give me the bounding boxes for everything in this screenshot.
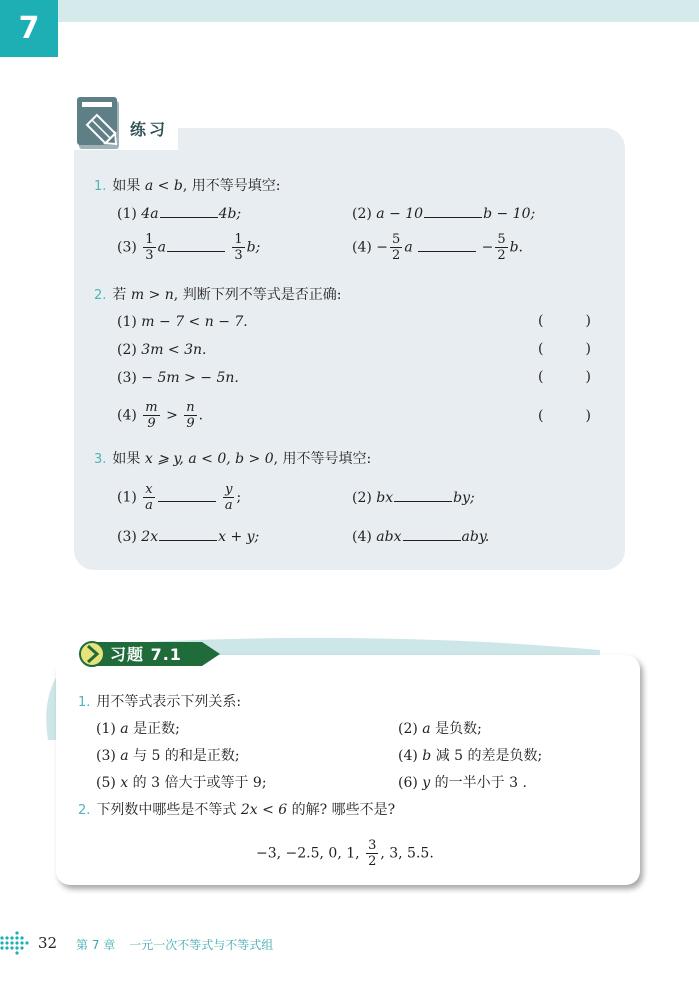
expression: − 5m > − 5n. <box>141 370 239 386</box>
denominator: 9 <box>147 416 156 431</box>
expr-left: abx <box>376 529 402 545</box>
question-number: 2. <box>94 288 107 303</box>
denominator: 3 <box>145 248 154 263</box>
exercise-q1-item-1 <box>96 720 180 738</box>
fraction <box>366 838 378 869</box>
item-label: (2) <box>398 721 418 737</box>
sign: − <box>376 239 389 256</box>
footer-chapter <box>76 936 273 953</box>
numerator: m <box>145 400 158 415</box>
fraction <box>143 482 154 513</box>
expr-right: by; <box>453 490 475 506</box>
variable: y <box>422 775 431 791</box>
item-label: (4) <box>117 407 137 424</box>
item-text: 减 5 的差是负数; <box>431 748 543 764</box>
fraction <box>184 400 196 431</box>
answer-blank[interactable] <box>424 206 482 218</box>
denominator: a <box>145 498 153 513</box>
stem-text: 如果 <box>112 451 145 467</box>
question-number: 3. <box>94 452 107 467</box>
answer-paren-4[interactable] <box>538 408 591 424</box>
exercise-q1-stem <box>78 693 241 712</box>
stem-text: , 用不等号填空: <box>182 178 281 194</box>
variable: a <box>120 721 129 737</box>
practice-q3-item-4 <box>352 528 489 546</box>
answer-paren-3[interactable] <box>538 369 591 385</box>
exercise-q1-item-3 <box>96 747 240 765</box>
denominator: 2 <box>392 248 401 263</box>
paren-close: ) <box>585 369 591 385</box>
answer-blank[interactable] <box>394 490 452 502</box>
item-text: 是正数; <box>128 721 180 737</box>
chapter-tab <box>0 0 58 57</box>
condition: m > n <box>130 287 174 303</box>
variable: a <box>120 748 129 764</box>
item-label: (3) <box>117 370 137 386</box>
values-text: −3, −2.5, 0, 1, <box>256 845 365 862</box>
numerator: y <box>225 482 233 497</box>
chapter-label: 第 7 章 <box>76 938 116 952</box>
answer-blank[interactable] <box>159 529 217 541</box>
variable: b; <box>246 239 261 256</box>
paren-open: ( <box>538 313 544 329</box>
chapter-title: 一元一次不等式与不等式组 <box>129 938 274 952</box>
exercise-q1-item-5 <box>96 774 267 792</box>
numerator: x <box>145 482 153 497</box>
stem-text: , 判断下列不等式是否正确: <box>173 287 342 303</box>
stem-text: 下列数中哪些是不等式 <box>96 802 241 818</box>
inequality: 2x < 6 <box>240 802 288 818</box>
fraction <box>143 400 159 431</box>
denominator: 3 <box>234 248 243 263</box>
question-number: 1. <box>78 695 91 710</box>
paren-close: ) <box>585 341 591 357</box>
item-label: (6) <box>398 775 418 791</box>
sign: − <box>481 239 494 256</box>
variable: a <box>422 721 431 737</box>
condition: a < b <box>144 178 183 194</box>
answer-paren-2[interactable] <box>538 341 591 357</box>
exercise-title: 习题 7.1 <box>110 645 182 664</box>
practice-q3-item-2 <box>352 489 475 507</box>
item-label: (3) <box>117 529 137 545</box>
practice-q2-item-3 <box>117 369 239 387</box>
variable: a <box>404 239 413 256</box>
stem-text: , 用不等号填空: <box>273 451 372 467</box>
practice-q2-item-2 <box>117 341 206 359</box>
item-text: 的一半小于 3 . <box>430 775 527 791</box>
exercise-q2-stem <box>78 801 395 820</box>
practice-q3-item-1 <box>117 482 241 513</box>
expression: m − 7 < n − 7. <box>141 314 248 330</box>
expr-right: aby. <box>461 529 490 545</box>
item-label: (2) <box>352 206 372 222</box>
dotted-arrow-icon <box>0 928 34 958</box>
item-label: (1) <box>117 489 137 506</box>
item-text: 的 3 倍大于或等于 9; <box>128 775 267 791</box>
exercise-q1-item-6 <box>398 774 527 792</box>
paren-open: ( <box>538 408 544 424</box>
item-label: (5) <box>96 775 116 791</box>
punctuation: ; <box>236 489 242 506</box>
practice-q2-item-1 <box>117 313 248 331</box>
paren-close: ) <box>585 313 591 329</box>
item-label: (1) <box>117 206 137 222</box>
denominator: a <box>224 498 233 513</box>
item-label: (3) <box>117 239 137 256</box>
practice-q3-stem <box>94 450 371 469</box>
page-number: 32 <box>38 934 58 952</box>
answer-blank[interactable] <box>403 529 461 541</box>
question-number: 1. <box>94 179 107 194</box>
fraction <box>495 232 507 263</box>
practice-title: 练习 <box>130 120 169 139</box>
numerator: 1 <box>234 232 243 247</box>
fraction <box>232 232 244 263</box>
answer-blank[interactable] <box>158 490 216 502</box>
numerator: 1 <box>145 232 154 247</box>
values-text: , 3, 5.5. <box>380 845 434 862</box>
denominator: 2 <box>497 248 506 263</box>
stem-text: 用不等式表示下列关系: <box>96 694 242 710</box>
operator: > <box>166 407 178 424</box>
variable: a <box>157 239 166 256</box>
item-label: (1) <box>96 721 116 737</box>
expr-right: b − 10; <box>483 206 536 222</box>
expr-left: a − 10 <box>376 206 424 222</box>
numerator: 3 <box>368 838 377 853</box>
stem-text: 的解? 哪些不是? <box>287 802 396 818</box>
chapter-number: 7 <box>18 11 40 46</box>
item-label: (2) <box>117 342 137 358</box>
answer-blank[interactable] <box>160 206 218 218</box>
expr-right: x + y; <box>218 529 260 545</box>
item-text: 是负数; <box>430 721 482 737</box>
practice-q1-item-2 <box>352 205 535 223</box>
item-text: 与 5 的和是正数; <box>128 748 240 764</box>
variable: b. <box>509 239 524 256</box>
item-label: (4) <box>352 529 372 545</box>
expr-left: bx <box>376 490 394 506</box>
exercise-q1-item-4 <box>398 747 542 765</box>
practice-q2-stem <box>94 286 341 305</box>
answer-blank[interactable] <box>167 240 225 252</box>
paren-close: ) <box>585 408 591 424</box>
item-label: (4) <box>398 748 418 764</box>
numerator: 5 <box>497 232 506 247</box>
paren-open: ( <box>538 341 544 357</box>
expr-left: 4a <box>141 206 159 222</box>
paren-open: ( <box>538 369 544 385</box>
fraction <box>223 482 234 513</box>
practice-q1-item-4 <box>352 232 523 263</box>
expression: 3m < 3n. <box>141 342 207 358</box>
practice-q3-item-3 <box>117 528 259 546</box>
practice-q1-item-3 <box>117 232 260 263</box>
question-number: 2. <box>78 803 91 818</box>
punctuation: . <box>198 407 204 424</box>
stem-text: 若 <box>112 287 131 303</box>
numerator: n <box>186 400 195 415</box>
item-label: (3) <box>96 748 116 764</box>
expr-left: 2x <box>141 529 159 545</box>
variable: x <box>120 775 129 791</box>
fraction <box>390 232 402 263</box>
exercise-q1-item-2 <box>398 720 482 738</box>
item-label: (1) <box>117 314 137 330</box>
answer-blank[interactable] <box>418 240 476 252</box>
practice-q1-stem <box>94 177 280 196</box>
pencil-notebook-icon <box>77 97 123 151</box>
item-label: (2) <box>352 490 372 506</box>
numerator: 5 <box>392 232 401 247</box>
fraction <box>143 232 155 263</box>
item-label: (4) <box>352 239 372 256</box>
practice-q1-item-1 <box>117 205 241 223</box>
stem-text: 如果 <box>112 178 145 194</box>
answer-paren-1[interactable] <box>538 313 591 329</box>
variable: b <box>422 748 432 764</box>
exercise-q2-values <box>256 838 434 869</box>
condition: x ⩾ y, a < 0, b > 0 <box>144 451 274 467</box>
expr-right: 4b; <box>218 206 242 222</box>
top-band <box>58 0 699 22</box>
practice-q2-item-4 <box>117 400 203 431</box>
denominator: 9 <box>186 416 195 431</box>
denominator: 2 <box>368 854 377 869</box>
